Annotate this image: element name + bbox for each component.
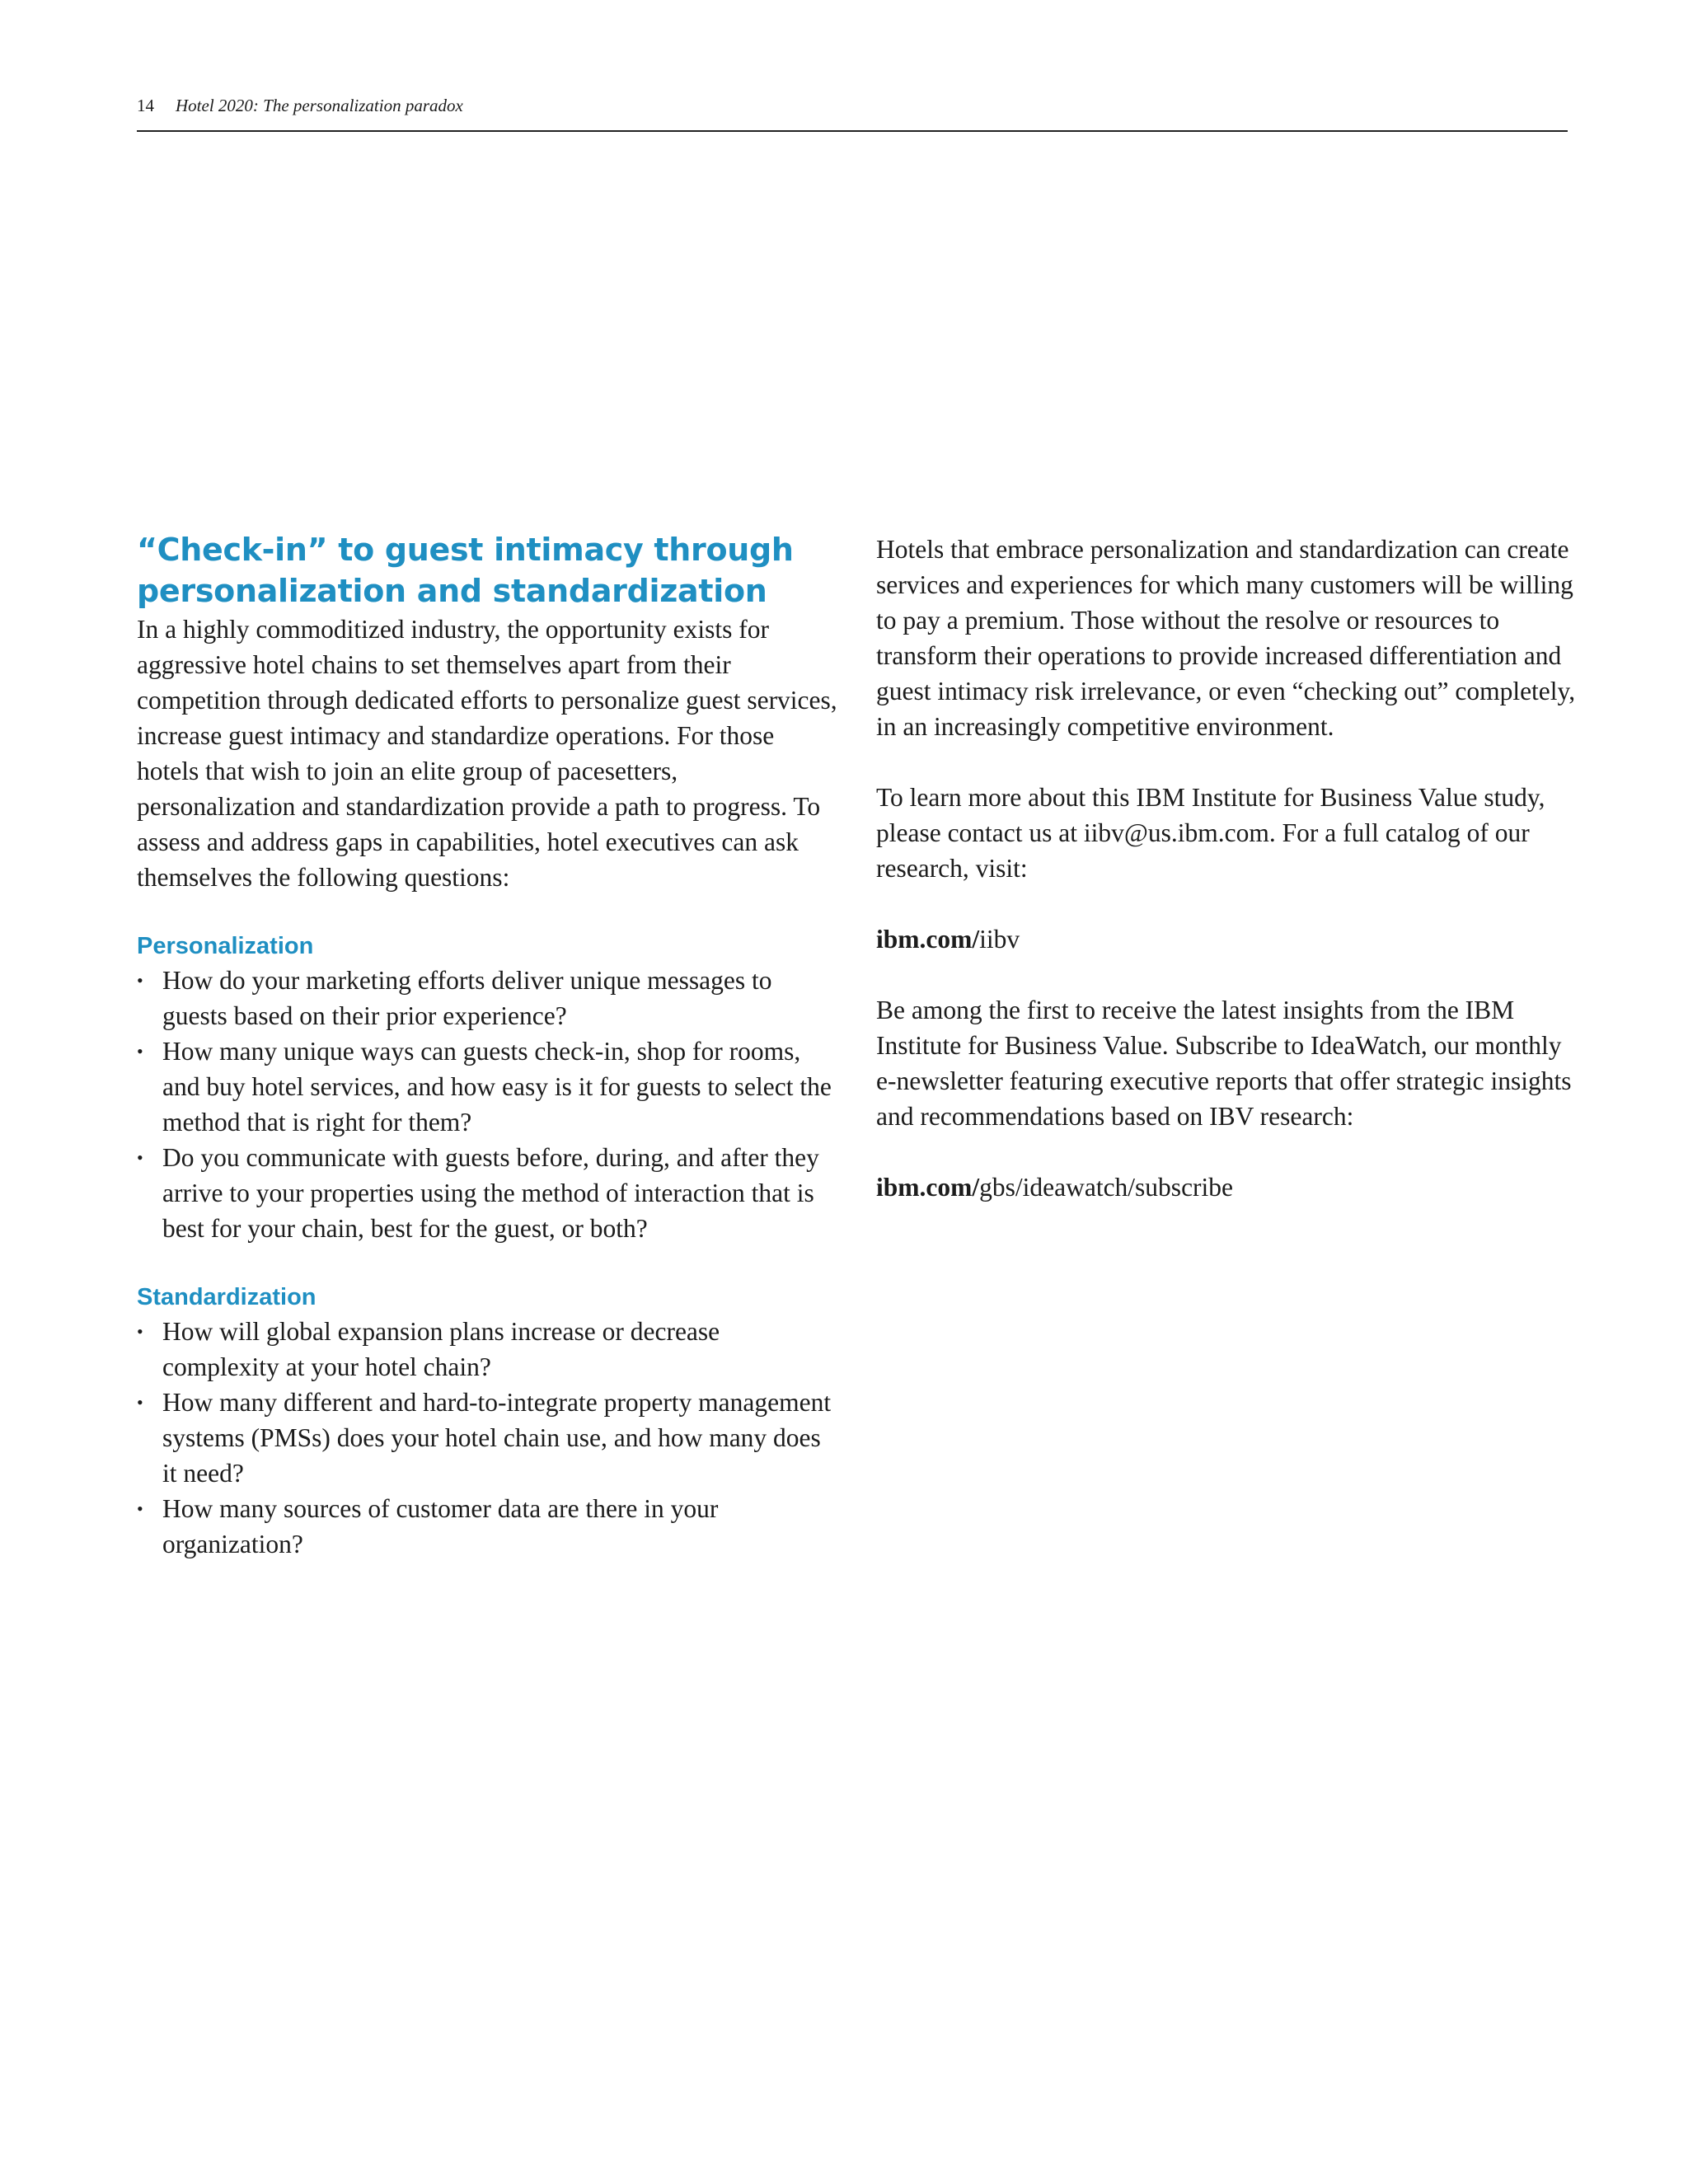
subscribe-link[interactable] — [876, 1169, 1577, 1205]
intro-paragraph: In a highly commoditized industry, the opportunity exists for aggressive hotel chains to set themselves apart from their competition through dedicated efforts to personalize guest services, increase guest intimacy and standardize operations. For those hotels that wish to join an elite group of pacesetters, personalization and standardization provide a path to progress. To assess and address gaps in capabilities, hotel executives can ask themselves the following questions: — [137, 615, 837, 892]
question-text: How will global expansion plans increase or decrease complexity at your hotel chain? — [162, 1317, 720, 1381]
list-item — [137, 1314, 837, 1385]
question-text: How do your marketing efforts deliver unique messages to guests based on their prior experience? — [162, 966, 772, 1030]
question-text: How many unique ways can guests check-in, shop for rooms, and buy hotel services, and how easy is it for guests to select the method that is right for them? — [162, 1037, 832, 1137]
closing-paragraph: Hotels that embrace personalization and standardization can create services and experiences for which many customers will be willing to pay a premium. Those without the resolve or resources to transform their operations to provide increased differentiation and guest intimacy risk irrelevance, or even “checking out” completely, in an increasingly competitive environment. — [876, 535, 1576, 741]
list-item — [137, 1140, 837, 1246]
bullet-glyph: • — [137, 970, 143, 991]
list-item — [137, 1033, 837, 1140]
list-item — [137, 963, 837, 1033]
link-domain: ibm.com/ — [876, 925, 980, 954]
bullet-glyph: • — [137, 1392, 143, 1413]
question-text: How many sources of customer data are there in your organization? — [162, 1494, 719, 1558]
link-path: iibv — [979, 925, 1020, 954]
running-header — [137, 92, 1568, 132]
headline-line-1: “Check-in” to guest intimacy through — [137, 532, 794, 568]
question-text: How many different and hard-to-integrate property management systems (PMSs) does your hotel chain use, and how many does it need? — [162, 1388, 832, 1488]
document-title: Hotel 2020: The personalization paradox — [176, 96, 463, 115]
bullet-glyph: • — [137, 1147, 143, 1168]
link-path: gbs/ideawatch/subscribe — [979, 1173, 1234, 1202]
bullet-glyph: • — [137, 1041, 143, 1062]
contact-paragraph: To learn more about this IBM Institute for Business Value study, please contact us at iibv@us.ibm.com. For a full catalog of our research, visit: — [876, 783, 1545, 883]
link-domain: ibm.com/ — [876, 1173, 980, 1202]
standardization-questions — [137, 1314, 837, 1562]
question-text: Do you communicate with guests before, during, and after they arrive to your properties using the method of interaction that is best for your chain, best for the guest, or both? — [162, 1143, 819, 1243]
bullet-glyph: • — [137, 1321, 143, 1342]
list-item — [137, 1385, 837, 1491]
personalization-heading: Personalization — [137, 933, 314, 959]
page-number: 14 — [137, 96, 154, 115]
left-column — [137, 529, 837, 1562]
standardization-heading: Standardization — [137, 1284, 316, 1310]
list-item — [137, 1491, 837, 1562]
personalization-questions — [137, 963, 837, 1246]
bullet-glyph: • — [137, 1498, 143, 1519]
ideawatch-paragraph: Be among the first to receive the latest insights from the IBM Institute for Business Value. Subscribe to IdeaWatch, our monthly e-newsletter featuring executive reports that offer strategic insights and recommendations based on IBV research: — [876, 996, 1572, 1131]
section-headline — [137, 529, 837, 612]
right-column — [876, 532, 1577, 1240]
headline-line-2: personalization and standardization — [137, 573, 767, 609]
iibv-link[interactable] — [876, 921, 1577, 957]
